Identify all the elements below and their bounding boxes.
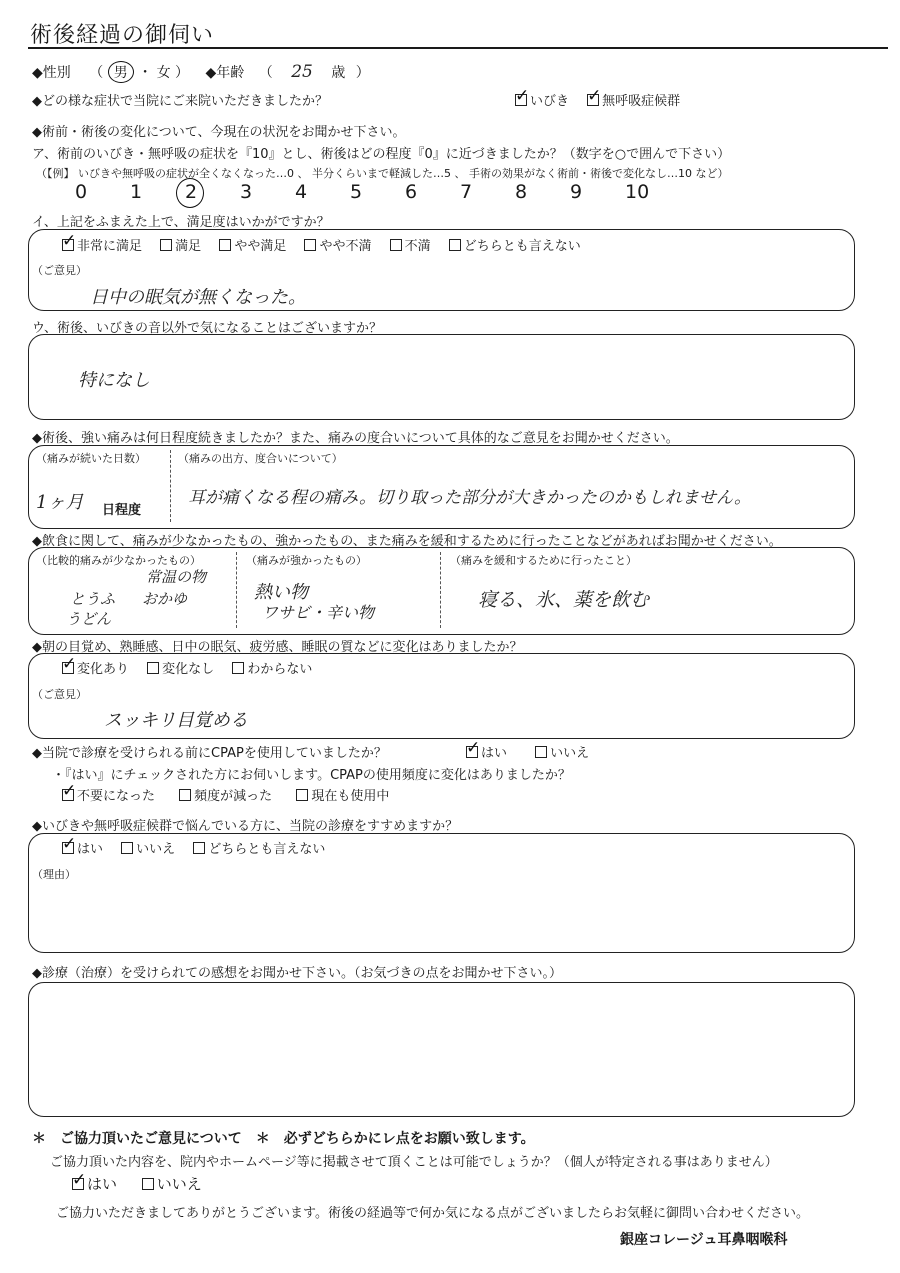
sex-label: ◆性別 [32, 65, 71, 81]
pain-degree-label: （痛みの出方、度合いについて） [178, 452, 343, 465]
publish-yes-checkbox[interactable] [72, 1178, 84, 1190]
scale-9[interactable]: 9 [570, 181, 583, 203]
somewhat-satisfied-checkbox[interactable] [219, 239, 231, 251]
diet-strong-item[interactable]: ワサビ・辛い物 [262, 603, 375, 622]
diet-divider-2 [440, 552, 441, 628]
impression-box[interactable] [28, 982, 855, 1117]
scale-6[interactable]: 6 [405, 181, 418, 203]
no-longer-needed-checkbox[interactable] [62, 789, 74, 801]
scale-1[interactable]: 1 [130, 181, 143, 203]
cpap-followup-question: ・『はい』にチェックされた方にお伺いします。CPAPの使用頻度に変化はありましたか？ [52, 768, 571, 783]
pain-days-label: （痛みが続いた日数） [36, 452, 146, 465]
scale-4[interactable]: 4 [295, 181, 308, 203]
improvement-scale [75, 181, 680, 203]
pain-question: ◆術後、強い痛みは何日程度続きましたか？また、痛みの度合いについて具体的なご意見をお聞かせください。 [32, 431, 679, 446]
pain-days-value[interactable]: 1ヶ月 [36, 492, 84, 513]
pain-degree-text[interactable]: 耳が痛くなる程の痛み。切り取った部分が大きかったのかもしれません。 [188, 488, 752, 508]
somewhat-dissatisfied-checkbox[interactable] [304, 239, 316, 251]
sex-male-selected[interactable]: 男 [108, 61, 134, 83]
diet-less-item[interactable]: とうふ [70, 590, 116, 608]
page-title: 術後経過の御伺い [30, 23, 215, 48]
satisfied-checkbox[interactable] [160, 239, 172, 251]
sex-female[interactable]: 女 [156, 65, 171, 81]
title-divider [28, 47, 888, 49]
morning-question: ◆朝の目覚め、熟睡感、日中の眠気、疲労感、睡眠の質などに変化はありましたか？ [32, 640, 523, 655]
age-value[interactable]: 25 [291, 62, 313, 82]
other-concerns-question: ウ、術後、いびきの音以外で気になることはございますか？ [32, 321, 382, 336]
morning-opinion-label: （ご意見） [32, 688, 87, 701]
symptom-question: ◆どの様な症状で当院にご来院いただきましたか？ [32, 94, 328, 109]
footer-thanks: ご協力いただきましてありがとうございます。術後の経過等で何か気になる点がございましたらお気軽に御問い合わせください。 [56, 1206, 809, 1221]
morning-opinion-text[interactable]: スッキリ目覚める [104, 710, 248, 731]
satisfaction-options: ✓非常に満足 満足 やや満足 やや不満 不満 どちらとも言えない [62, 235, 595, 254]
publish-no-checkbox[interactable] [142, 1178, 154, 1190]
recommend-no-checkbox[interactable] [121, 842, 133, 854]
cpap-yes-checkbox[interactable] [466, 746, 478, 758]
snoring-checkbox[interactable] [515, 94, 527, 106]
diet-less-label: （比較的痛みが少なかったもの） [36, 554, 201, 567]
satisfaction-opinion-text[interactable]: 日中の眠気が無くなった。 [90, 287, 306, 308]
scale-10[interactable]: 10 [625, 181, 650, 203]
diet-strong-item[interactable]: 熱い物 [254, 582, 308, 603]
age-label: ◆年齢 [205, 65, 245, 81]
neutral-checkbox[interactable] [449, 239, 461, 251]
scale-3[interactable]: 3 [240, 181, 253, 203]
symptom-options: ✓ いびき ✓ 無呼吸症候群 [515, 90, 694, 109]
reduced-frequency-checkbox[interactable] [179, 789, 191, 801]
diet-less-item[interactable]: 常温の物 [146, 568, 207, 586]
change-heading: ◆術前・術後の変化について、今現在の状況をお聞かせ下さい。 [32, 125, 406, 140]
satisfaction-opinion-label: （ご意見） [32, 264, 87, 277]
no-change-checkbox[interactable] [147, 662, 159, 674]
other-concerns-answer[interactable]: 特になし [78, 370, 150, 391]
dissatisfied-checkbox[interactable] [390, 239, 402, 251]
cpap-question: ◆当院で診療を受けられる前にCPAPを使用していましたか？ [32, 746, 387, 761]
cpap-options: ✓ はい いいえ [466, 742, 603, 761]
profile-row: ◆性別 （ 男 ・ 女 ） ◆年齢 （ 25 歳 ） [32, 62, 370, 82]
other-concerns-box [28, 334, 855, 420]
apnea-checkbox[interactable] [587, 94, 599, 106]
satisfaction-question: イ、上記をふまえた上で、満足度はいかがですか？ [32, 215, 330, 230]
scale-0[interactable]: 0 [75, 181, 88, 203]
morning-options: ✓変化あり 変化なし わからない [62, 658, 326, 677]
diet-relief-text[interactable]: 寝る、氷、薬を飲む [478, 589, 650, 611]
pain-days-unit: 日程度 [102, 503, 142, 518]
diet-strong-label: （痛みが強かったもの） [246, 554, 367, 567]
footer-options: ✓はい いいえ [72, 1173, 216, 1194]
scale-2[interactable]: 2 [185, 181, 198, 203]
unknown-checkbox[interactable] [232, 662, 244, 674]
diet-relief-label: （痛みを緩和するために行ったこと） [450, 554, 637, 567]
cpap-followup-options: ✓不要になった 頻度が減った 現在も使用中 [62, 785, 403, 804]
still-using-checkbox[interactable] [296, 789, 308, 801]
pain-divider [170, 450, 171, 522]
diet-divider-1 [236, 552, 237, 628]
recommend-reason-label: （理由） [32, 868, 76, 881]
change-question-a: ア、術前のいびき・無呼吸の症状を『10』とし、術後はどの程度『0』に近づきましたか？（数字を○で囲んで下さい） [32, 147, 731, 162]
scale-8[interactable]: 8 [515, 181, 528, 203]
recommend-question: ◆いびきや無呼吸症候群で悩んでいる方に、当院の診療をすすめますか？ [32, 819, 459, 834]
footer-permission: ご協力頂いた内容を、院内やホームページ等に掲載させて頂くことは可能でしょうか？（個人が特定される事はありません） [50, 1155, 778, 1170]
footer-note-title: ＊ ご協力頂いたご意見について ＊ 必ずどちらかにレ点をお願い致します。 [32, 1131, 535, 1147]
recommend-yes-checkbox[interactable] [62, 842, 74, 854]
age-unit: 歳 [331, 65, 346, 81]
change-example: （【例】 いびきや無呼吸の症状が全くなくなった…0 、 半分くらいまで軽減した…5 、 手術の効果がなく術前・術後で変化なし…10 など） [36, 167, 729, 180]
scale-selection-circle [176, 178, 204, 208]
recommend-neutral-checkbox[interactable] [193, 842, 205, 854]
very-satisfied-checkbox[interactable] [62, 239, 74, 251]
scale-7[interactable]: 7 [460, 181, 473, 203]
clinic-name: 銀座コレージュ耳鼻咽喉科 [620, 1232, 788, 1248]
diet-less-item[interactable]: うどん [66, 610, 112, 628]
diet-less-item[interactable]: おかゆ [142, 590, 188, 608]
diet-question: ◆飲食に関して、痛みが少なかったもの、強かったもの、また痛みを緩和するために行ったことなどがあればお聞かせください。 [32, 534, 782, 549]
scale-5[interactable]: 5 [350, 181, 363, 203]
cpap-no-checkbox[interactable] [535, 746, 547, 758]
recommend-options: ✓はい いいえ どちらとも言えない [62, 838, 339, 857]
changed-checkbox[interactable] [62, 662, 74, 674]
impression-question: ◆診療（治療）を受けられての感想をお聞かせ下さい。（お気づきの点をお聞かせ下さい。） [32, 966, 562, 981]
